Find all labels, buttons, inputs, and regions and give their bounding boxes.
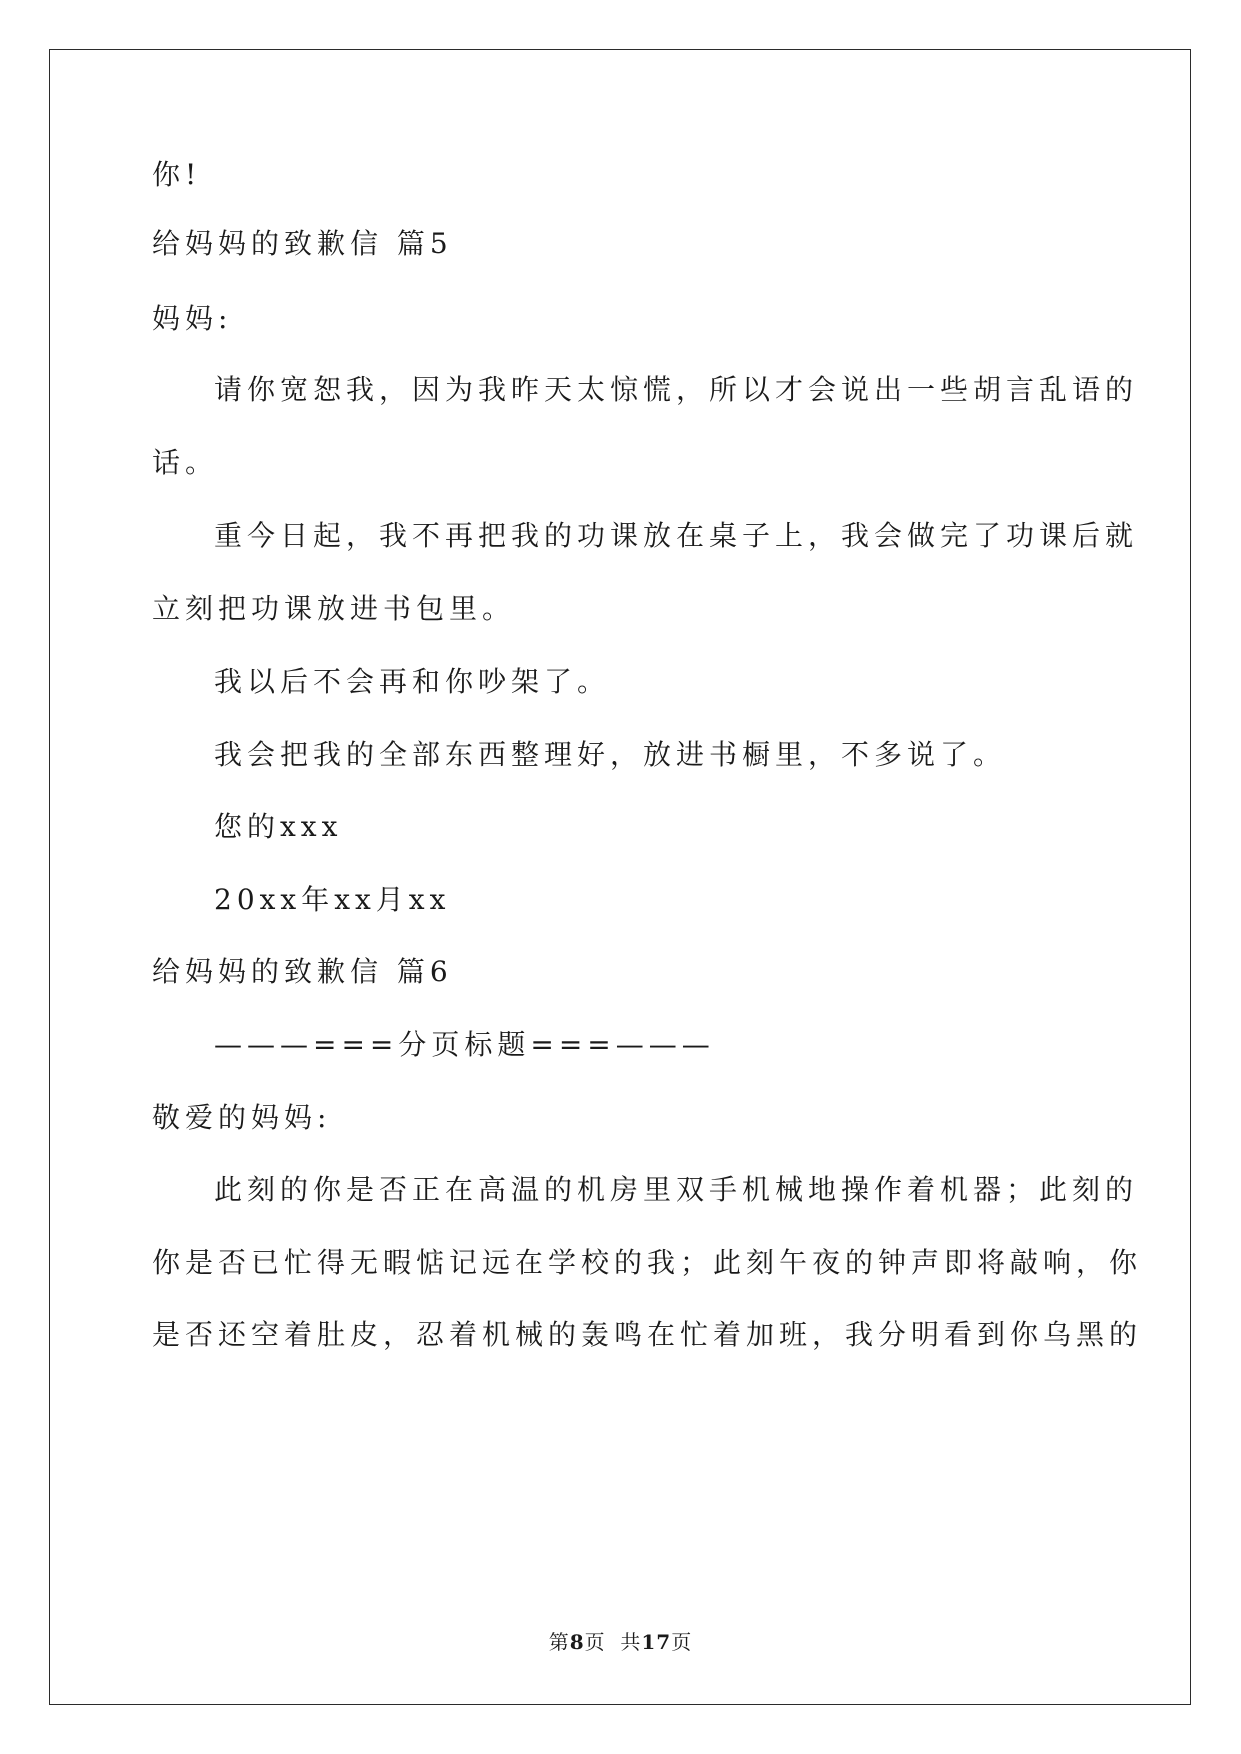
section-heading: 给妈妈的致歉信 篇6	[152, 955, 453, 988]
paragraph-line: 此刻的你是否正在高温的机房里双手机械地操作着机器；此刻的	[214, 1173, 1139, 1206]
paragraph-line: 我以后不会再和你吵架了。	[214, 665, 611, 698]
paragraph-line: 是否还空着肚皮，忍着机械的轰鸣在忙着加班，我分明看到你乌黑的	[152, 1318, 1143, 1351]
total-pages-number: 17	[641, 1630, 672, 1654]
current-page-number: 8	[569, 1630, 585, 1654]
paragraph-line: 重今日起，我不再把我的功课放在桌子上，我会做完了功课后就	[214, 519, 1139, 552]
page-footer	[0, 1626, 1241, 1655]
paragraph-line: 你是否已忙得无暇惦记远在学校的我；此刻午夜的钟声即将敲响，你	[152, 1246, 1143, 1279]
date-line: 20xx年xx月xx	[214, 883, 451, 916]
paragraph-line: 我会把我的全部东西整理好，放进书橱里，不多说了。	[214, 738, 1007, 771]
page-border	[49, 49, 1191, 1705]
text-line: 你!	[152, 158, 202, 191]
salutation: 敬爱的妈妈:	[152, 1101, 332, 1134]
paragraph-line: 请你宽恕我，因为我昨天太惊慌，所以才会说出一些胡言乱语的	[214, 373, 1139, 406]
footer-suffix: 页	[671, 1630, 693, 1654]
paragraph-line: 立刻把功课放进书包里。	[152, 592, 516, 625]
salutation: 妈妈:	[152, 302, 233, 335]
section-heading: 给妈妈的致歉信 篇5	[152, 227, 453, 260]
footer-prefix: 第	[548, 1630, 570, 1654]
paragraph-line: 话。	[152, 446, 219, 479]
footer-middle: 页 共	[584, 1630, 642, 1654]
page-break-title: ———===分页标题===———	[214, 1028, 715, 1061]
signature: 您的xxx	[214, 810, 343, 843]
